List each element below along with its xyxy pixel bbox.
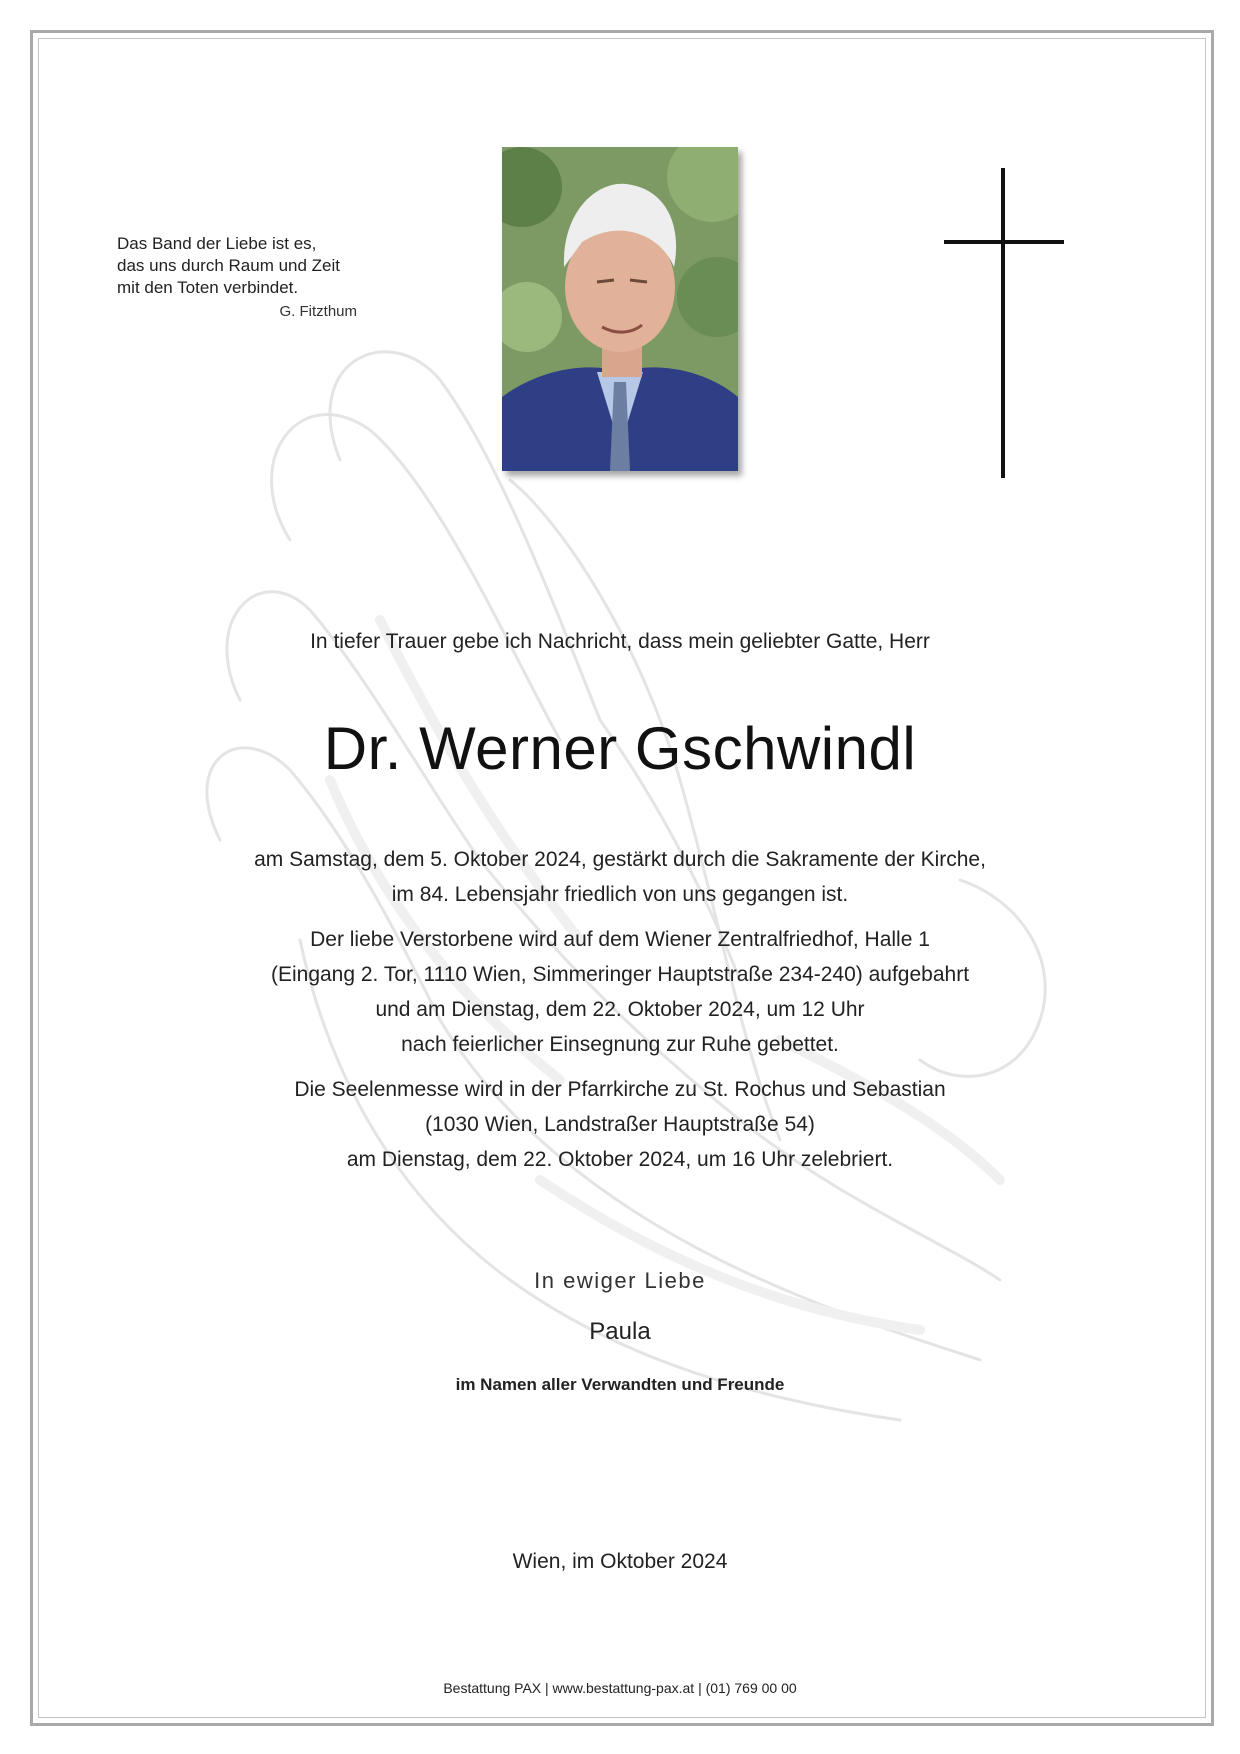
- portrait-photo: [502, 147, 738, 471]
- place-date: Wien, im Oktober 2024: [512, 1550, 728, 1573]
- text-line: Die Seelenmesse wird in der Pfarrkirche zu St. Rochus und Sebastian: [294, 1078, 946, 1101]
- text-line: Der liebe Verstorbene wird auf dem Wiener Zentralfriedhof, Halle 1: [310, 928, 930, 951]
- death-paragraph: [100, 842, 1140, 912]
- text-line: im 84. Lebensjahr friedlich von uns gegangen ist.: [391, 883, 849, 906]
- quote-author: G. Fitzthum: [279, 303, 357, 320]
- text-line: am Samstag, dem 5. Oktober 2024, gestärkt durch die Sakramente der Kirche,: [254, 848, 986, 871]
- quote-line: das uns durch Raum und Zeit: [117, 256, 341, 275]
- signer-name: Paula: [589, 1318, 651, 1345]
- memorial-quote: [117, 233, 357, 323]
- deceased-name: Dr. Werner Gschwindl: [323, 715, 917, 782]
- text-line: und am Dienstag, dem 22. Oktober 2024, um 12 Uhr: [375, 998, 865, 1021]
- quote-line: Das Band der Liebe ist es,: [117, 234, 317, 253]
- funeral-paragraph: [100, 922, 1140, 1062]
- announcement-intro: In tiefer Trauer gebe ich Nachricht, dass mein geliebter Gatte, Herr: [310, 630, 930, 653]
- text-line: am Dienstag, dem 22. Oktober 2024, um 16 Uhr zelebriert.: [346, 1148, 894, 1171]
- closing-phrase: In ewiger Liebe: [534, 1268, 706, 1293]
- on-behalf-line: im Namen aller Verwandten und Freunde: [455, 1375, 785, 1394]
- funeral-home-footer: Bestattung PAX | www.bestattung-pax.at | (01) 769 00 00: [443, 1680, 797, 1696]
- mass-paragraph: [100, 1072, 1140, 1177]
- quote-line: mit den Toten verbindet.: [117, 278, 299, 297]
- cross-icon: [944, 168, 1064, 478]
- text-line: (1030 Wien, Landstraßer Hauptstraße 54): [425, 1113, 815, 1136]
- announcement-body: [100, 842, 1140, 1187]
- text-line: (Eingang 2. Tor, 1110 Wien, Simmeringer Hauptstraße 234-240) aufgebahrt: [270, 963, 970, 986]
- text-line: nach feierlicher Einsegnung zur Ruhe gebettet.: [401, 1033, 839, 1056]
